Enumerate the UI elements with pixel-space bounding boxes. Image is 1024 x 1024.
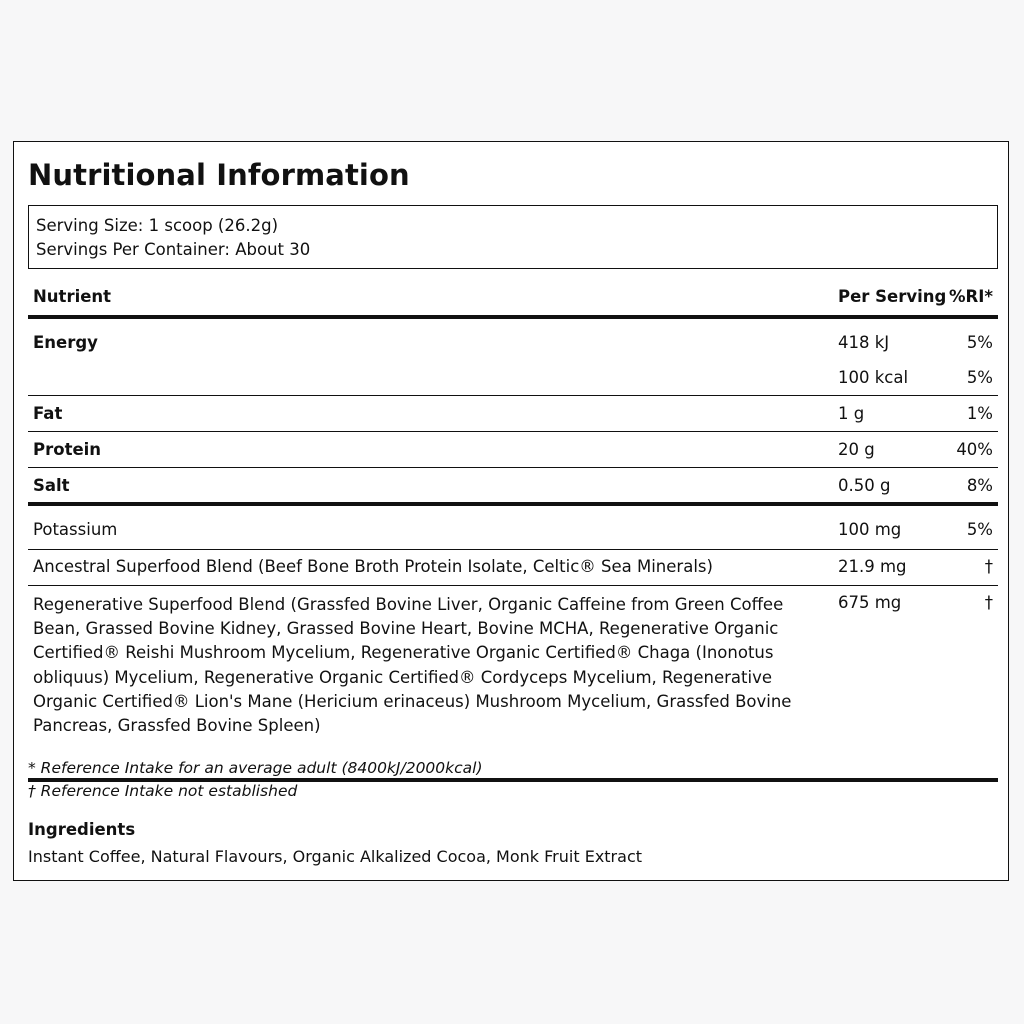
header-per-serving: Per Serving <box>838 287 947 306</box>
table-row-salt <box>28 468 998 506</box>
energy-kcal-ri: 5% <box>966 368 993 387</box>
dagger-footnote: † Reference Intake not established <box>28 782 298 800</box>
energy-kcal: 100 kcal <box>838 368 909 387</box>
serving-size: Serving Size: 1 scoop (26.2g) <box>36 216 279 235</box>
table-row-ancestral-blend <box>28 550 998 586</box>
ingredients-heading: Ingredients <box>28 820 136 839</box>
nutrient-name: Potassium <box>33 520 118 539</box>
footnotes <box>28 757 483 803</box>
nutrient-ri: 8% <box>966 476 993 495</box>
servings-per-container: Servings Per Container: About 30 <box>36 240 311 259</box>
nutrient-name: Energy <box>33 333 98 352</box>
ri-footnote: * Reference Intake for an average adult (8400kJ/2000kcal) <box>28 759 483 777</box>
nutrient-value: 1 g <box>838 404 865 423</box>
nutrient-value: 100 mg <box>838 520 902 539</box>
nutrition-table <box>28 277 998 782</box>
page-title: Nutritional Information <box>28 158 410 192</box>
header-nutrient: Nutrient <box>33 287 112 306</box>
nutrient-ri: 1% <box>966 404 993 423</box>
nutrient-ri: † <box>984 557 993 576</box>
nutrient-name: Salt <box>33 476 70 495</box>
energy-kj: 418 kJ <box>838 333 890 352</box>
table-row-potassium <box>28 506 998 550</box>
serving-info-box <box>28 205 998 269</box>
nutrient-value: 0.50 g <box>838 476 891 495</box>
table-row-regenerative-blend <box>28 586 998 782</box>
table-row-fat <box>28 396 998 432</box>
nutrient-name: Ancestral Superfood Blend (Beef Bone Broth Protein Isolate, Celtic® Sea Minerals) <box>33 557 713 576</box>
table-header-row <box>28 277 998 319</box>
nutrient-ri: 5% <box>966 520 993 539</box>
nutrient-ri: † <box>984 593 993 612</box>
nutrient-name: Regenerative Superfood Blend (Grassfed Bovine Liver, Organic Caffeine from Green Coffee Bean, Grassed Bovine Kidney, Grassed Bovine Heart, Bovine MCHA, Regenerative Organic Certified® Reishi Mushroom Mycelium, Regenerative Organic Certified® Chaga (Inonotus obliquus) Mycelium, Regenerative Organic Certified® Cordyceps Mycelium, Regenerative Organic Certified® Lion's Mane (Hericium erinaceus) Mushroom Mycelium, Grassfed Bovine Pancreas, Grassfed Bovine Spleen) <box>33 595 792 736</box>
nutrition-panel <box>13 141 1009 881</box>
nutrient-value: 675 mg <box>838 593 902 612</box>
table-row-energy <box>28 319 998 396</box>
table-row-protein <box>28 432 998 468</box>
header-ri: %RI* <box>949 287 994 306</box>
energy-kj-ri: 5% <box>966 333 993 352</box>
ingredients-text: Instant Coffee, Natural Flavours, Organic Alkalized Cocoa, Monk Fruit Extract <box>28 847 643 866</box>
nutrient-value: 20 g <box>838 440 875 459</box>
nutrient-name: Protein <box>33 440 102 459</box>
nutrient-name: Fat <box>33 404 63 423</box>
nutrient-value: 21.9 mg <box>838 557 907 576</box>
nutrient-ri: 40% <box>956 440 993 459</box>
